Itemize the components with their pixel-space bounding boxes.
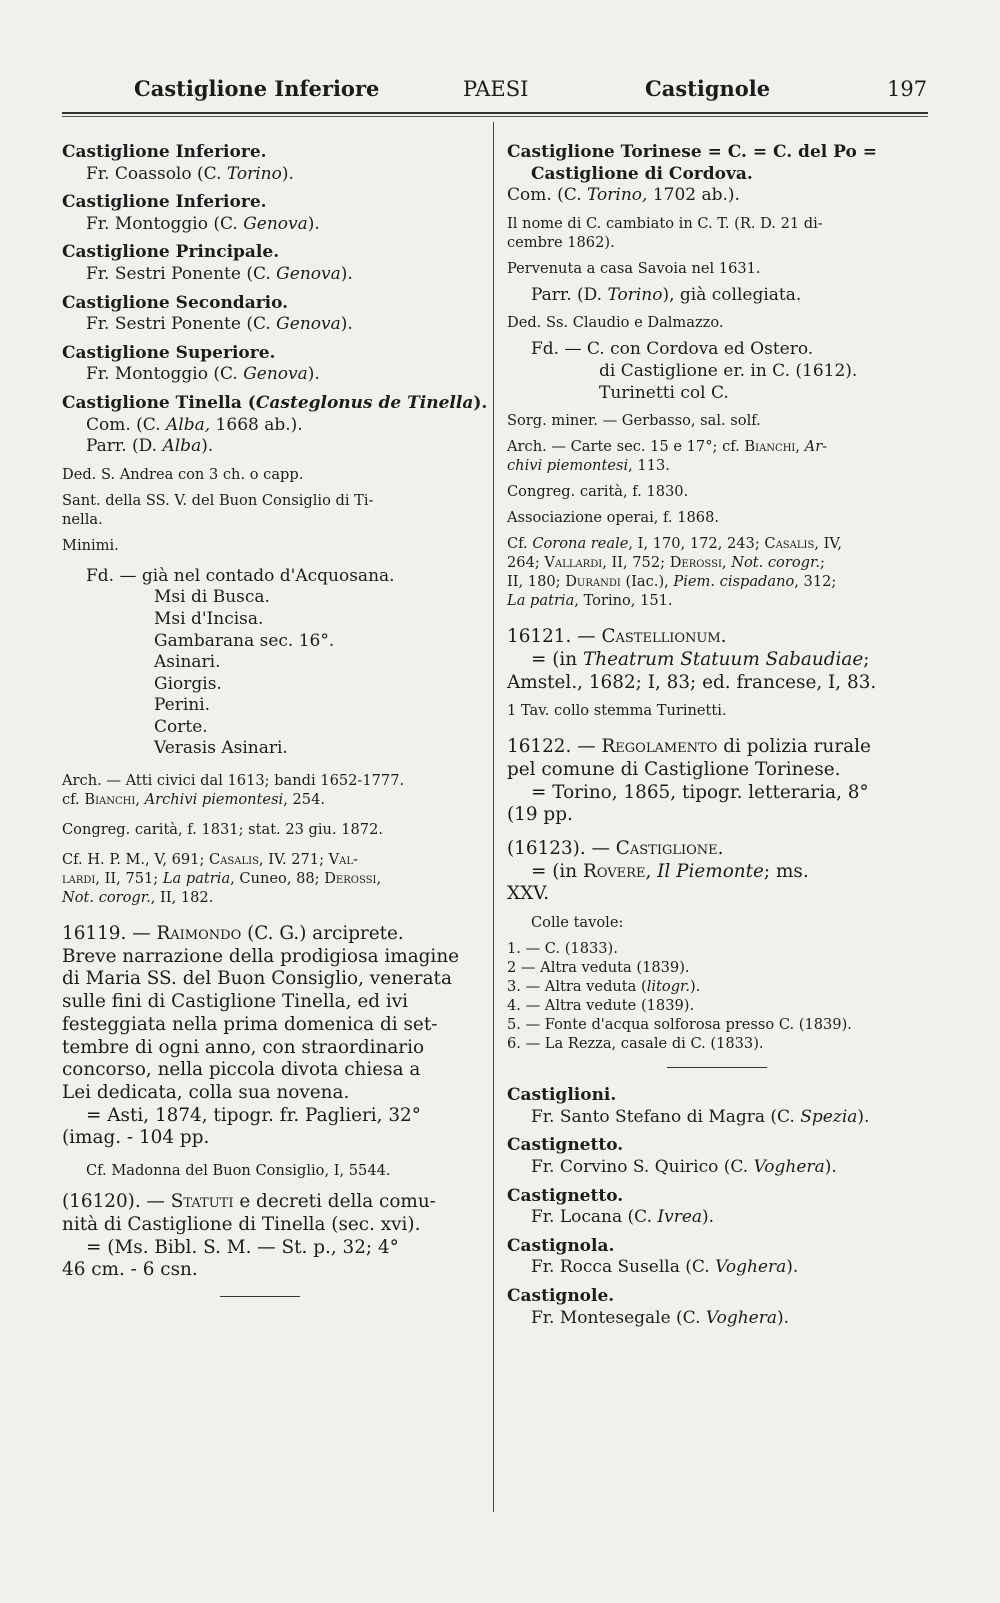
archive-note: Arch. — Atti civici dal 1613; bandi 1652-1777. [62, 772, 405, 790]
entry-comune: Com. (C. Alba, 1668 ab.). [86, 414, 303, 435]
entry-title: Castiglione Inferiore. [62, 142, 267, 162]
entry-fraction: Fr. Sestri Ponente (C. Genova). [86, 263, 353, 284]
plates-heading: Colle tavole: [531, 914, 624, 932]
entry-title: Castiglioni. [507, 1085, 617, 1106]
bibliography-entry-imprint: 46 cm. - 6 csn. [62, 1259, 198, 1281]
running-head-left: Castiglione Inferiore [134, 76, 380, 101]
bibliography-entry-imprint: XXV. [507, 883, 550, 905]
plate-item: 1. — C. (1833). [507, 940, 618, 958]
bibliography-entry-imprint: Amstel., 1682; I, 83; ed. francese, I, 83. [507, 671, 877, 693]
feudatari-line: Verasis Asinari. [154, 738, 288, 759]
reference-note: Cf. H. P. M., V, 691; Casalis, IV. 271; Val- [62, 851, 358, 869]
plate-item: 2 — Altra veduta (1839). [507, 959, 690, 977]
page-header [0, 72, 1000, 108]
bibliography-entry-text: concorso, nella piccola divota chiesa a [62, 1059, 421, 1081]
bibliography-entry-text: Breve narrazione della prodigiosa imagine [62, 945, 460, 967]
running-head-section: PAESI [463, 77, 529, 101]
reference-note: Cf. Corona reale, I, 170, 172, 243; Casalis, IV, [507, 535, 842, 553]
reference-note: II, 180; Durandi (Iac.), Piem. cispadano, 312; [507, 573, 837, 591]
page-number: 197 [887, 77, 928, 101]
entry-fraction: Fr. Coassolo (C. Torino). [86, 163, 294, 184]
section-end-rule [220, 1296, 300, 1297]
bibliography-entry-text: pel comune di Castiglione Torinese. [507, 758, 841, 780]
congregation-note: Congreg. carità, f. 1831; stat. 23 giu. 1872. [62, 821, 384, 839]
feudatari-line: Gambarana sec. 16°. [154, 630, 335, 651]
header-rule-thin [62, 116, 928, 117]
bibliography-entry-text: di Maria SS. del Buon Consiglio, venerata [62, 968, 452, 990]
column-divider [493, 122, 494, 1512]
bibliography-entry-imprint: = (in Theatrum Statuum Sabaudiae; [531, 648, 870, 670]
entry-fraction: Fr. Rocca Susella (C. Voghera). [531, 1257, 799, 1278]
archive-note: chivi piemontesi, 113. [507, 457, 670, 475]
entry-note: Il nome di C. cambiato in C. T. (R. D. 21 di- [507, 214, 823, 232]
entry-note: Minimi. [62, 536, 119, 554]
reference-note: Not. corogr., II, 182. [62, 889, 214, 907]
bibliography-entry-imprint: (imag. - 104 pp. [62, 1127, 210, 1149]
entry-title: Castiglione Tinella (Casteglonus de Tinella). [62, 392, 488, 413]
entry-title: Castiglione Inferiore. [62, 192, 267, 213]
entry-title: Castiglione Torinese = C. = C. del Po = [507, 142, 877, 162]
bibliography-entry-imprint: = (in Rovere, Il Piemonte; ms. [531, 860, 809, 882]
feudatari-line: Msi di Busca. [154, 587, 270, 608]
bibliography-entry-text: nità di Castiglione di Tinella (sec. xvi). [62, 1213, 421, 1235]
congregation-note: Congreg. carità, f. 1830. [507, 483, 689, 501]
feudatari-line: Asinari. [154, 652, 221, 673]
running-head-right: Castignole [645, 76, 771, 101]
bibliography-entry-head: 16121. — Castellionum. [507, 626, 727, 648]
feudatari-line: Fd. — già nel contado d'Acquosana. [86, 565, 395, 586]
bibliography-entry-text: sulle fini di Castiglione Tinella, ed ivi [62, 991, 408, 1013]
bibliography-entry-text: Lei dedicata, colla sua novena. [62, 1081, 350, 1103]
feudatari-line: di Castiglione er. in C. (1612). [599, 360, 858, 381]
entry-fraction: Fr. Santo Stefano di Magra (C. Spezia). [531, 1106, 870, 1127]
feudatari-line: Msi d'Incisa. [154, 608, 264, 629]
entry-fraction: Fr. Montoggio (C. Genova). [86, 213, 320, 234]
association-note: Associazione operai, f. 1868. [507, 509, 719, 527]
bibliography-entry-head: (16123). — Castiglione. [507, 838, 724, 860]
entry-fraction: Fr. Sestri Ponente (C. Genova). [86, 314, 353, 335]
header-rule [62, 112, 928, 114]
entry-title: Castignole. [507, 1285, 615, 1306]
reference-note: lardi, II, 751; La patria, Cuneo, 88; Derossi, [62, 870, 382, 888]
right-column [507, 142, 929, 1329]
entry-note: cembre 1862). [507, 233, 615, 251]
plate-item: 6. — La Rezza, casale di C. (1833). [507, 1035, 764, 1053]
entry-note: nella. [62, 510, 103, 528]
feudatari-line: Fd. — C. con Cordova ed Ostero. [531, 339, 814, 360]
entry-note: Ded. S. Andrea con 3 ch. o capp. [62, 465, 304, 483]
entry-fraction: Fr. Montoggio (C. Genova). [86, 364, 320, 385]
entry-title: Castignetto. [507, 1135, 624, 1156]
entry-note: Pervenuta a casa Savoia nel 1631. [507, 259, 761, 277]
entry-fraction: Fr. Montesegale (C. Voghera). [531, 1307, 790, 1328]
bibliography-entry-text: tembre di ogni anno, con straordinario [62, 1036, 425, 1058]
reference-note: La patria, Torino, 151. [507, 592, 673, 610]
bibliography-entry-imprint: = Torino, 1865, tipogr. letteraria, 8° [531, 781, 869, 803]
entry-parrocchia: Parr. (D. Alba). [86, 436, 214, 457]
bibliography-entry-head: (16120). — Statuti e decreti della comu- [62, 1191, 436, 1213]
entry-title: Castiglione Principale. [62, 242, 280, 263]
reference-note: 264; Vallardi, II, 752; Derossi, Not. corogr.; [507, 554, 825, 572]
feudatari-line: Turinetti col C. [599, 382, 729, 403]
bibliography-entry-imprint: (19 pp. [507, 804, 573, 826]
bibliography-entry-text: festeggiata nella prima domenica di set- [62, 1013, 438, 1035]
plate-item: 5. — Fonte d'acqua solforosa presso C. (1839). [507, 1016, 852, 1034]
bibliography-entry-imprint: = (Ms. Bibl. S. M. — St. p., 32; 4° [86, 1236, 399, 1258]
bibliography-entry-head: 16122. — Regolamento di polizia rurale [507, 736, 871, 758]
entry-title: Castiglione di Cordova. [531, 163, 753, 184]
entry-title: Castiglione Secondario. [62, 292, 289, 313]
section-end-rule [667, 1067, 767, 1068]
entry-title: Castignola. [507, 1235, 615, 1256]
left-column [62, 142, 488, 1307]
bibliography-entry-imprint: = Asti, 1874, tipogr. fr. Paglieri, 32° [86, 1104, 421, 1126]
feudatari-line: Perini. [154, 695, 211, 716]
archive-note: cf. Bianchi, Archivi piemontesi, 254. [62, 791, 326, 809]
entry-comune: Com. (C. Torino, 1702 ab.). [507, 185, 740, 206]
plate-item: 4. — Altra vedute (1839). [507, 997, 695, 1015]
entry-note: Sorg. miner. — Gerbasso, sal. solf. [507, 412, 761, 430]
feudatari-line: Corte. [154, 716, 208, 737]
entry-note: Sant. della SS. V. del Buon Consiglio di Ti- [62, 491, 374, 509]
entry-fraction: Fr. Corvino S. Quirico (C. Voghera). [531, 1156, 837, 1177]
entry-title: Castiglione Superiore. [62, 342, 276, 363]
entry-parrocchia: Parr. (D. Torino), già collegiata. [531, 284, 802, 305]
reference-note: Cf. Madonna del Buon Consiglio, I, 5544. [86, 1162, 391, 1180]
archive-note: Arch. — Carte sec. 15 e 17°; cf. Bianchi, Ar- [507, 438, 828, 456]
entry-note: Ded. Ss. Claudio e Dalmazzo. [507, 314, 724, 332]
feudatari-line: Giorgis. [154, 673, 222, 694]
plate-item: 3. — Altra veduta (litogr.). [507, 978, 701, 996]
entry-note: 1 Tav. collo stemma Turinetti. [507, 702, 727, 720]
entry-title: Castignetto. [507, 1185, 624, 1206]
bibliography-entry-head: 16119. — Raimondo (C. G.) arciprete. [62, 923, 404, 945]
entry-fraction: Fr. Locana (C. Ivrea). [531, 1207, 715, 1228]
